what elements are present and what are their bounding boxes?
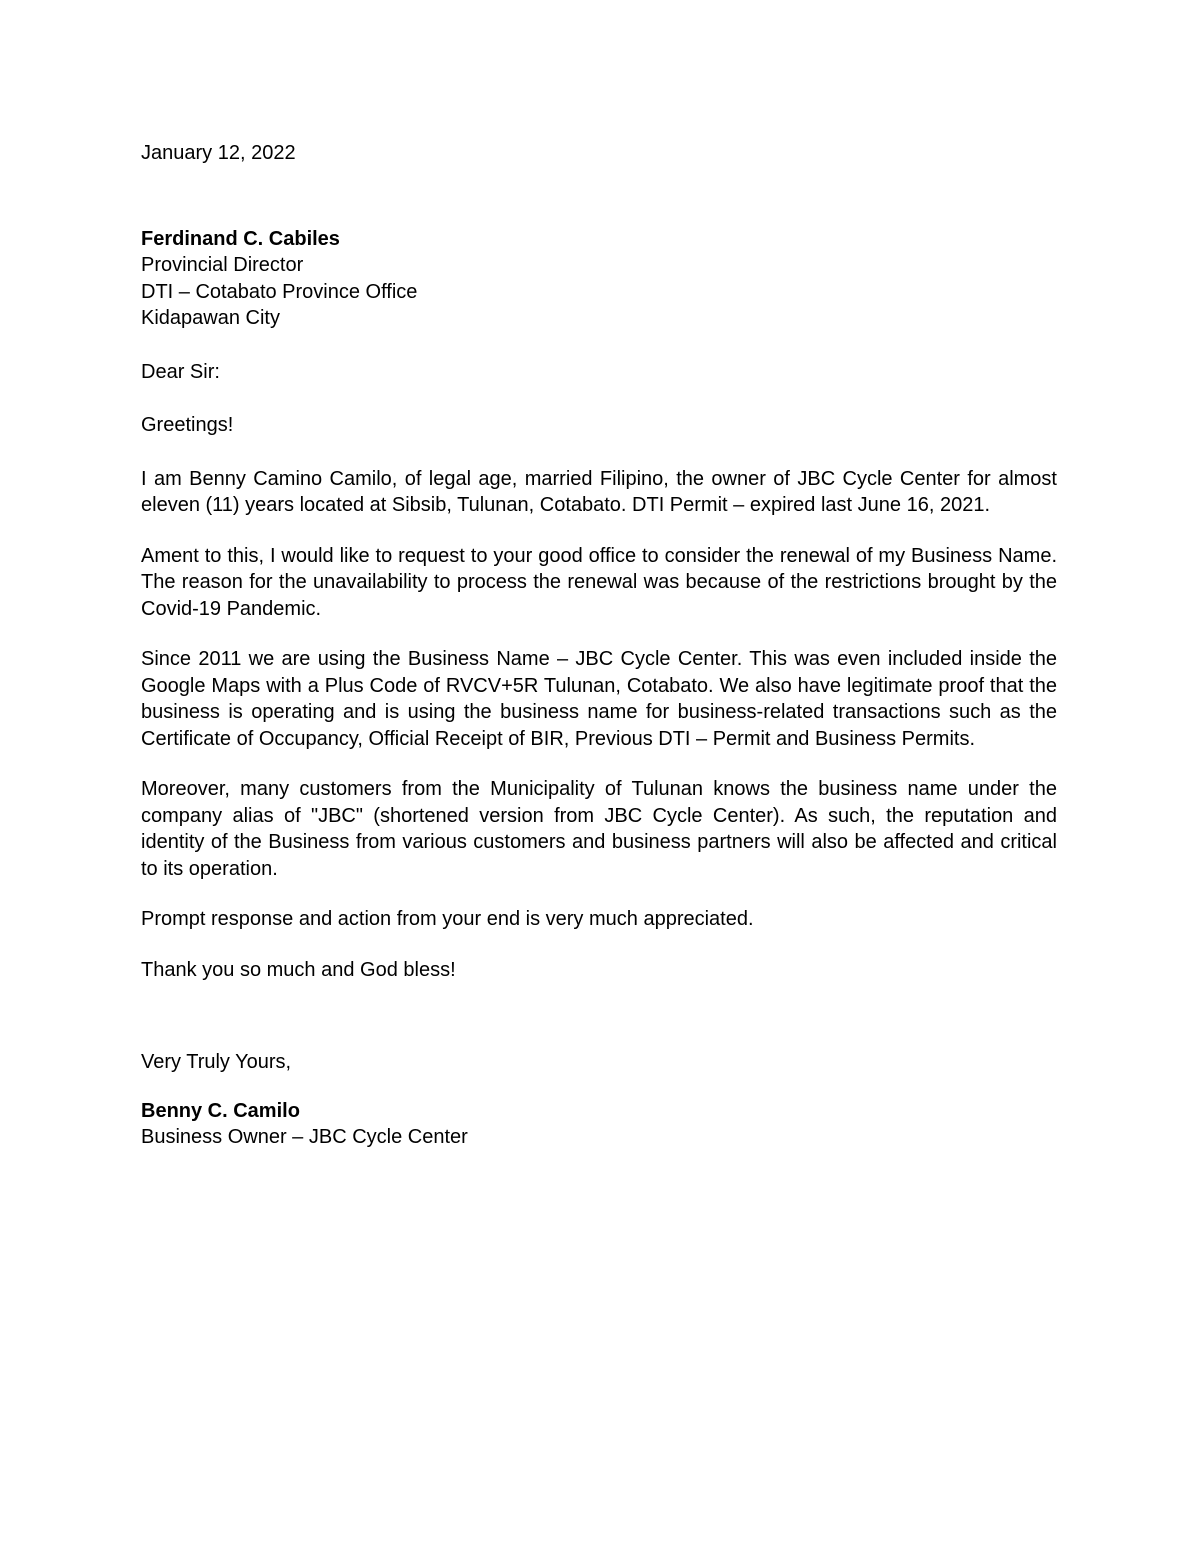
- signatory-title: Business Owner – JBC Cycle Center: [141, 1126, 468, 1148]
- appreciation-line: Prompt response and action from your end is very much appreciated.: [141, 908, 754, 930]
- signature-block: [141, 1098, 1057, 1151]
- closing-line: Very Truly Yours,: [141, 1051, 292, 1073]
- salutation: Dear Sir:: [141, 360, 220, 383]
- paragraph-request: Ament to this, I would like to request to your good office to consider the renewal of my Business Name. The reason for the unavailability to process the renewal was because of the restrictions brought by the Covid-19 Pandemic.: [141, 544, 1057, 620]
- paragraph-introduction: I am Benny Camino Camilo, of legal age, married Filipino, the owner of JBC Cycle Center for almost eleven (11) years located at Sibsib, Tulunan, Cotabato. DTI Permit – expired last June 16, 2021.: [141, 467, 1057, 516]
- recipient-office: DTI – Cotabato Province Office: [141, 280, 418, 303]
- recipient-block: [141, 226, 1057, 332]
- paragraph-customers: Moreover, many customers from the Municipality of Tulunan knows the business name under the company alias of "JBC" (shortened version from JBC Cycle Center). As such, the reputation and identity of the Business from various customers and business partners will also be affected and critical to its operation.: [141, 778, 1057, 880]
- signatory-name: Benny C. Camilo: [141, 1099, 300, 1122]
- thanks-line: Thank you so much and God bless!: [141, 958, 456, 981]
- paragraph-business-history: Since 2011 we are using the Business Name – JBC Cycle Center. This was even included inside the Google Maps with a Plus Code of RVCV+5R Tulunan, Cotabato. We also have legitimate proof that the business is operating and is using the business name for business-related transactions such as the Certificate of Occupancy, Official Receipt of BIR, Previous DTI – Permit and Business Permits.: [141, 648, 1057, 750]
- greeting: Greetings!: [141, 414, 234, 436]
- recipient-city: Kidapawan City: [141, 307, 280, 329]
- recipient-name: Ferdinand C. Cabiles: [141, 227, 340, 250]
- letter-date: January 12, 2022: [141, 142, 296, 164]
- recipient-title: Provincial Director: [141, 254, 304, 276]
- letter-body: [141, 140, 1057, 1151]
